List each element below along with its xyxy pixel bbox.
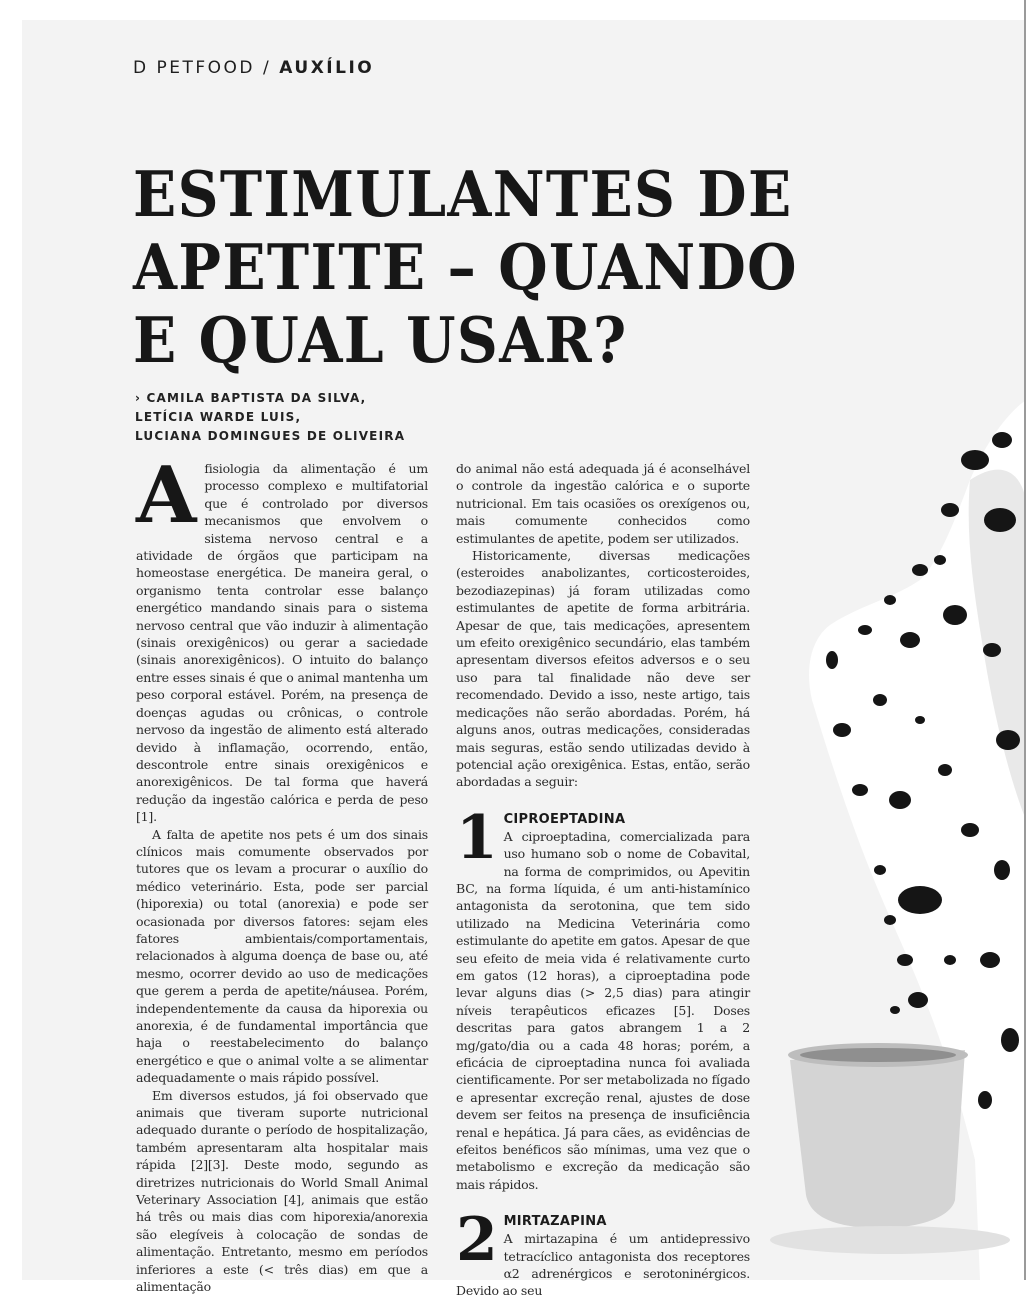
section-mirtazapina xyxy=(456,1205,750,1300)
section-number: 2 xyxy=(456,1205,498,1276)
header-section: AUXÍLIO xyxy=(279,58,375,78)
author-2: LETÍCIA WARDE LUIS, xyxy=(135,410,302,424)
paragraph-intro-text: fisiologia da alimentação é um processo complexo e multifatorial que é controlado por diversos mecanismos que envolvem o sistema nervoso central e a atividade de órgãos que participam na homeostase energética. De maneira geral, o organismo tenta controlar esse balanço energético mandando sinais para o sistema nervoso central que vão induzir à alimentação (sinais orexigênicos) ou gerar a saciedade (sinais anorexigênicos). O intuito do balanço entre esses sinais é que o animal mantenha um peso corporal estável. Porém, na presença de doenças agudas ou crônicas, o controle nervoso da ingestão de alimento está alterado devido à inflamação, ocorrendo, então, descontrole entre sinais orexigênicos e anorexigênicos. De tal forma que haverá redução da ingestão calórica e perda de peso [1]. xyxy=(136,461,428,825)
scan-border-left xyxy=(0,0,22,1280)
paragraph-intro xyxy=(136,450,428,826)
magazine-logo-icon: D xyxy=(133,58,149,78)
title-line-1: ESTIMULANTES DE xyxy=(133,157,793,231)
section-text: A ciproeptadina, comercializada para uso humano sob o nome de Cobavital, na forma de comprimidos, ou Apevitin BC, na forma líquida, é um anti-histamínico antagonista da serotonina, que tem sido utilizado na Medicina Veterinária como estimulante do apetite em gatos. Apesar de que seu efeito de meia vida é relativamente curto em gatos (12 horas), a ciproeptadina pode levar alguns dias (> 2,5 dias) para atingir níveis terapêuticos eficazes [5]. Doses descritas para gatos abrangem 1 a 2 mg/gato/dia ou a cada 48 horas; porém, a eficácia de ciproeptadina nunca foi avaliada cientificamente. Por ser metabolizada no fígado e apresentar excreção renal, ajustes de dose devem ser feitos na presença de insuficiência renal e hepática. Já para cães, as evidências de efeitos benéficos são mínimas, uma vez que o metabolismo e excreção da medicação são mais rápidos. xyxy=(456,828,750,1192)
author-3: LUCIANA DOMINGUES DE OLIVEIRA xyxy=(135,429,406,443)
text-column-left xyxy=(136,450,428,1296)
header-category: PETFOOD xyxy=(156,58,256,78)
bowl-base xyxy=(770,1226,1010,1254)
dalmatian-photo xyxy=(770,400,1026,1280)
article-authors xyxy=(135,389,405,446)
header-separator: / xyxy=(263,58,272,78)
title-line-3: E QUAL USAR? xyxy=(133,303,628,377)
title-line-2: APETITE – QUANDO xyxy=(133,230,798,304)
scan-border-top xyxy=(0,0,1026,20)
food-bowl-opening xyxy=(800,1048,956,1062)
section-header xyxy=(133,58,374,78)
food-bowl xyxy=(790,1050,965,1228)
section-title: MIRTAZAPINA xyxy=(503,1214,607,1230)
paragraph-4: do animal não está adequada já é aconselhável o controle da ingestão calórica e o suporte nutricional. Em tais ocasiões os orexígenos ou, mais comumente conhecidos como estimulantes de apetite, podem ser utilizados. xyxy=(456,461,750,546)
section-ciproeptadina xyxy=(456,802,750,1194)
section-text: A mirtazapina é um antidepressivo tetracíclico antagonista dos receptores α2 adrenérgicos e serotoninérgicos. Devido ao seu xyxy=(456,1231,750,1299)
paragraph-5: Historicamente, diversas medicações (esteroides anabolizantes, corticosteroides, bezodiazepinas) já foram utilizadas como estimulantes de apetite de forma arbitrária. Apesar de que, tais medicações, apresentem um efeito orexigênico secundário, elas também apresentam diversos efeitos adversos e o seu uso para tal finalidade não deve ser recomendado. Devido a isso, neste artigo, tais medicações não serão abordadas. Porém, há alguns anos, outras medicações, consideradas mais seguras, estão sendo utilizadas devido à potencial ação orexigênica. Estas, então, serão abordadas a seguir: xyxy=(456,548,750,790)
text-column-middle xyxy=(456,460,750,1300)
section-title: CIPROEPTADINA xyxy=(503,811,626,827)
article-title xyxy=(133,158,817,377)
drop-cap: A xyxy=(136,450,197,541)
section-number: 1 xyxy=(456,802,498,873)
paragraph-3: Em diversos estudos, já foi observado que animais que tiveram suporte nutricional adequado durante o período de hospitalização, também apresentaram alta hospitalar mais rápida [2][3]. Deste modo, segundo as diretrizes nutricionais do World Small Animal Veterinary Association [4], animais que estão há três ou mais dias com hiporexia/anorexia são elegíveis à colocação de sondas de alimentação. Entretanto, mesmo em períodos inferiores a este (< três dias) em que a alimentação xyxy=(136,1087,428,1295)
author-1: › CAMILA BAPTISTA DA SILVA, xyxy=(135,391,367,405)
paragraph-2: A falta de apetite nos pets é um dos sinais clínicos mais comumente observados por tutores que os levam a procurar o auxílio do médico veterinário. Esta, pode ser parcial (hiporexia) ou total (anorexia) e pode ser ocasionada por diversos fatores: sejam eles fatores ambientais/comportamentais, relacionados à alguma doença de base ou, até mesmo, ocorrer devido ao uso de medicações que gerem a perda de apetite/náusea. Porém, independentemente da causa da hiporexia ou anorexia, é de fundamental importância que haja o reestabelecimento do balanço energético e que o animal volte a se alimentar adequadamente o mais rápido possível. xyxy=(136,826,428,1086)
